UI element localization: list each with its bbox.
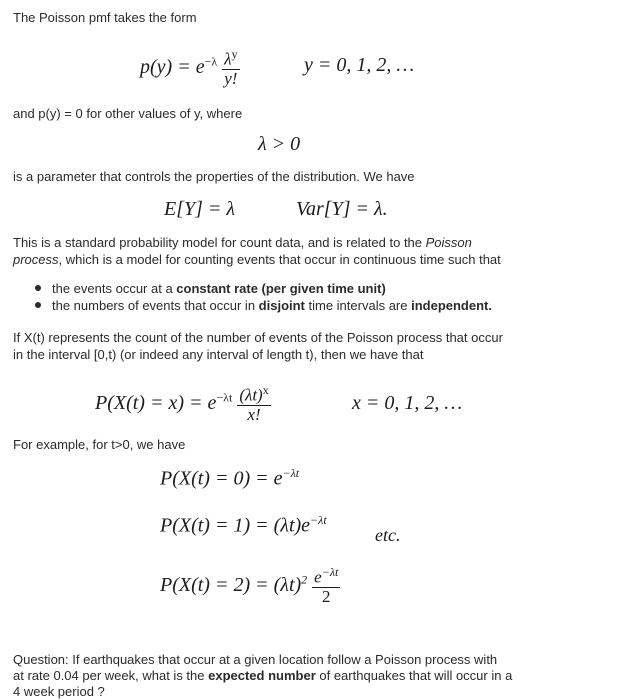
example-equation-2 [160,565,340,608]
question-line-2-text-b: of earthquakes that will occur in a [315,668,513,683]
model-line-2-process: process [13,252,59,267]
question-line-2-text-a: at rate 0.04 per week, what is the [13,668,209,683]
example-2-fraction [312,563,340,606]
example-equation-0 [160,466,299,491]
process-denominator: x! [247,404,261,424]
etc-label: etc. [375,525,401,545]
variance-equation: Var[Y] = λ. [296,198,388,220]
process-numerator: (λt) [239,385,263,405]
list-item [35,297,492,314]
pmf-equation [140,47,240,90]
example-0-exponent: −λt [282,466,300,480]
intro-text: The Poisson pmf takes the form [13,10,197,25]
process-equation [95,383,271,426]
pmf-support: y = 0, 1, 2, … [304,54,415,76]
process-fraction [237,381,270,424]
bullet-icon [35,285,41,291]
example-equation-1 [160,513,327,538]
example-line: For example, for t>0, we have [13,437,186,452]
list-item [35,280,492,297]
process-support: x = 0, 1, 2, … [352,392,463,414]
process-line-2: in the interval [0,t) (or indeed any interval of length t), then we have that [13,347,424,362]
process-exponent: −λt [216,390,233,405]
model-line-1 [13,234,472,251]
bullet-1-text: the events occur at a [52,281,177,296]
process-numerator-exponent: x [262,383,269,397]
process-line-1: If X(t) represents the count of the number of events of the Poisson process that occur [13,330,503,345]
model-line-2-text: , which is a model for counting events that occur in continuous time such that [58,252,501,267]
question-line-2 [13,667,512,684]
question-line-1: Question: If earthquakes that occur at a given location follow a Poisson process with [13,652,498,667]
pmf-fraction [222,45,239,88]
parameter-line: is a parameter that controls the properties of the distribution. We have [13,169,415,184]
mean-equation: E[Y] = λ [164,198,236,220]
zero-line: and p(y) = 0 for other values of y, where [13,106,243,121]
bullet-2-text-a: the numbers of events that occur in [52,298,259,313]
example-2-numerator-exponent: −λt [321,565,339,579]
bullet-2-bold-b: independent. [411,298,492,313]
example-2-denominator: 2 [322,586,331,606]
example-1-exponent: −λt [310,513,327,527]
question-line-2-bold: expected number [208,668,316,683]
example-2-lhs: P(X(t) = 2) = (λt) [160,573,302,596]
example-2-numerator: e [314,567,322,587]
example-2-square: 2 [301,572,308,587]
lambda-condition: λ > 0 [258,133,301,155]
model-line-1-poisson: Poisson [425,235,472,250]
model-line-1-text: This is a standard probability model for count data, and is related to the [13,235,426,250]
pmf-denominator: y! [224,68,238,88]
bullet-1-bold: constant rate (per given time unit) [176,281,386,296]
model-line-2 [13,251,501,268]
pmf-lhs: p(y) = e [140,55,205,78]
bullet-2-text-b: time intervals are [304,298,412,313]
condition-list [35,280,492,314]
question-line-3: 4 week period ? [13,684,105,699]
pmf-numerator-exponent: y [231,47,238,61]
bullet-icon [35,302,41,308]
pmf-numerator: λ [224,49,232,69]
pmf-exponent: −λ [204,54,218,69]
example-1-lhs: P(X(t) = 1) = (λt)e [160,514,311,537]
bullet-2-bold-a: disjoint [258,298,305,313]
example-0-lhs: P(X(t) = 0) = e [160,467,283,490]
process-lhs: P(X(t) = x) = e [95,391,217,414]
